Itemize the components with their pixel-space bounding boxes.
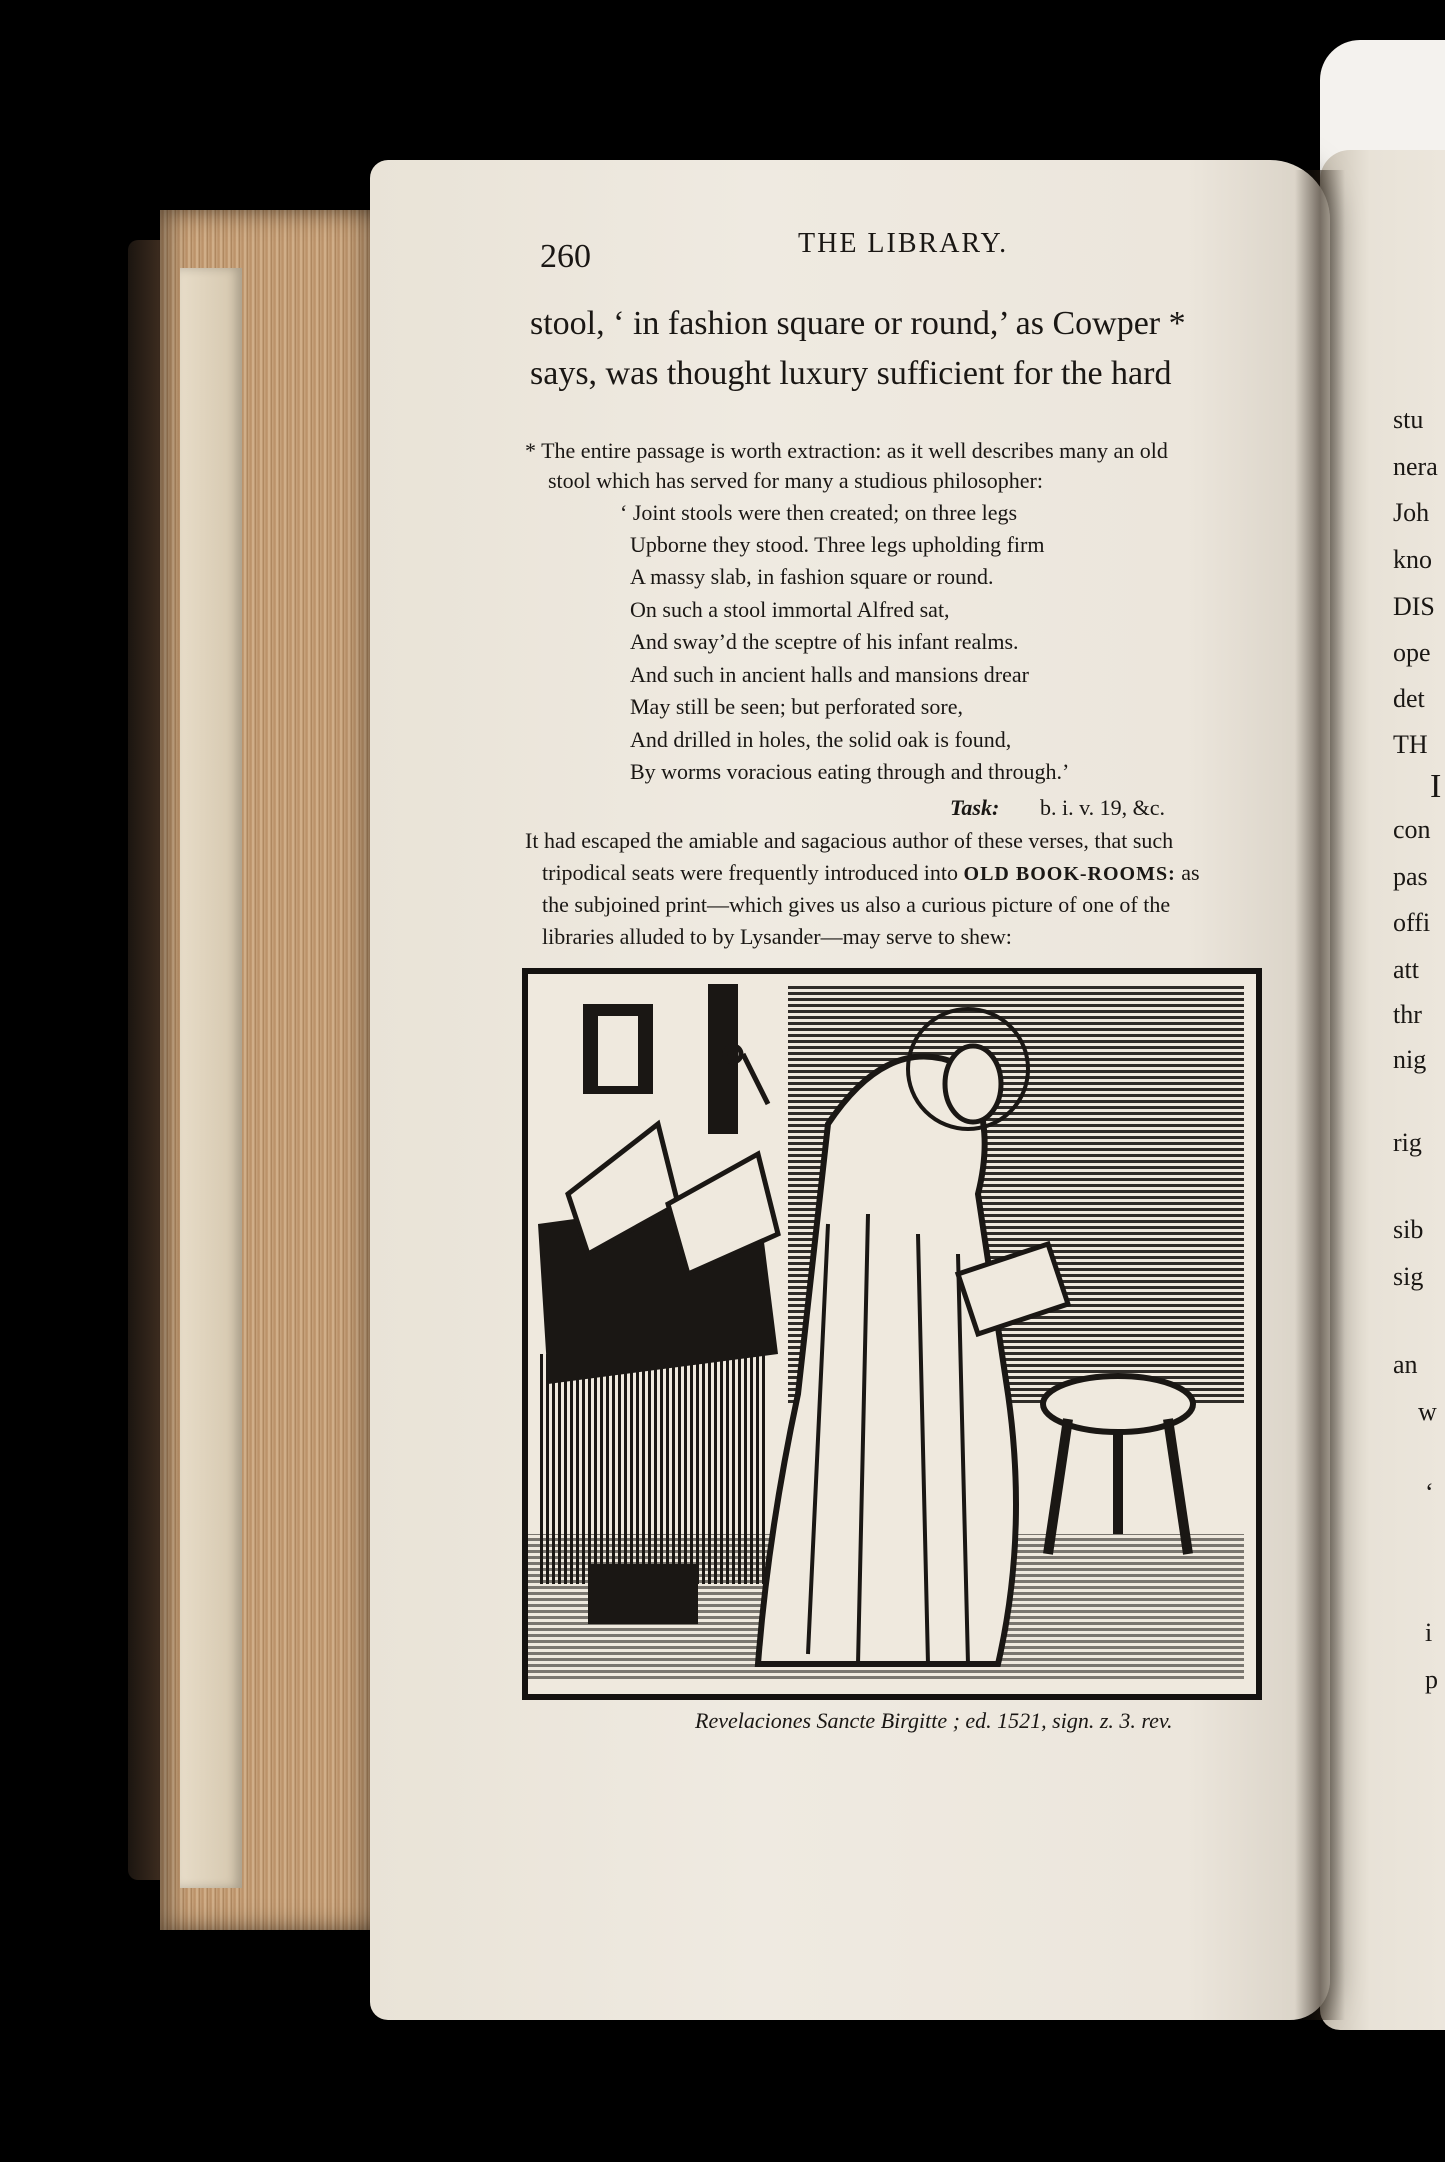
right-fragment-11: pas: [1393, 862, 1428, 891]
right-fragment-5: DIS: [1393, 592, 1435, 621]
right-fragment-16: rig: [1393, 1128, 1422, 1157]
woodcut-drawing: [528, 974, 1244, 1682]
right-fragment-8: TH: [1393, 730, 1428, 759]
right-fragment-12: offi: [1393, 908, 1431, 937]
verse-line-8: And drilled in holes, the solid oak is found,: [630, 727, 1012, 752]
right-fragment-1: stu: [1393, 405, 1424, 434]
verse-line-4: On such a stool immortal Alfred sat,: [630, 597, 950, 622]
verse-line-7: May still be seen; but perforated sore,: [630, 694, 963, 719]
right-fragment-19: an: [1393, 1350, 1418, 1379]
page-edges-front: [180, 268, 242, 1888]
book-gutter: [1295, 170, 1345, 2020]
body-line-1: stool, ‘ in fashion square or round,’ as Cowper *: [530, 305, 1186, 342]
verse-line-5: And sway’d the sceptre of his infant realms.: [630, 629, 1019, 654]
right-fragment-18: sig: [1393, 1262, 1424, 1291]
verse-line-1: ‘ Joint stools were then created; on three legs: [620, 500, 1018, 525]
note-line-2-c: as: [1181, 860, 1200, 885]
verse-line-6: And such in ancient halls and mansions drear: [630, 662, 1029, 687]
right-fragment-7: det: [1393, 684, 1425, 713]
woodcut-caption: Revelaciones Sancte Birgitte ; ed. 1521, sign. z. 3. rev.: [695, 1708, 1173, 1733]
right-fragment-13: att: [1393, 955, 1419, 984]
right-fragment-21: ‘: [1425, 1478, 1434, 1507]
verse-line-3: A massy slab, in fashion square or round.: [630, 564, 994, 589]
right-fragment-22: i: [1425, 1618, 1433, 1647]
verse-line-2: Upborne they stood. Three legs upholding firm: [630, 532, 1045, 557]
woodcut-illustration: [522, 968, 1262, 1700]
right-fragment-14: thr: [1393, 1000, 1422, 1029]
page-number: 260: [540, 238, 591, 275]
right-fragment-17: sib: [1393, 1215, 1424, 1244]
right-fragment-4: kno: [1393, 545, 1432, 574]
right-fragment-6: ope: [1393, 638, 1431, 667]
right-fragment-20: w: [1418, 1397, 1437, 1426]
old-book-rooms-caps: OLD BOOK-ROOMS:: [963, 863, 1176, 885]
note-line-3: the subjoined print—which gives us also a curious picture of one of the: [542, 892, 1171, 917]
right-fragment-10: con: [1393, 815, 1431, 844]
right-fragment-2: nera: [1393, 452, 1438, 481]
right-fragment-15: nig: [1393, 1045, 1427, 1074]
footnote-source-label: Task:: [950, 795, 1000, 820]
footnote-intro-1: * The entire passage is worth extraction: as it well describes many an old: [525, 438, 1168, 463]
verse-line-9: By worms voracious eating through and through.’: [630, 759, 1070, 784]
note-line-1: It had escaped the amiable and sagacious author of these verses, that such: [525, 828, 1174, 853]
note-line-4: libraries alluded to by Lysander—may serve to shew:: [542, 924, 1012, 949]
body-line-2: says, was thought luxury sufficient for the hard: [530, 355, 1172, 392]
note-line-2: [542, 860, 1200, 886]
right-fragment-3: Joh: [1393, 498, 1430, 527]
right-fragment-23: p: [1425, 1665, 1438, 1694]
running-head: THE LIBRARY.: [798, 228, 1009, 259]
right-fragment-9: I: [1430, 768, 1442, 805]
footnote-intro-2: stool which has served for many a studious philosopher:: [548, 468, 1043, 493]
note-line-2-a: tripodical seats were frequently introduced into: [542, 860, 959, 885]
footnote-source-ref: b. i. v. 19, &c.: [1040, 795, 1166, 820]
